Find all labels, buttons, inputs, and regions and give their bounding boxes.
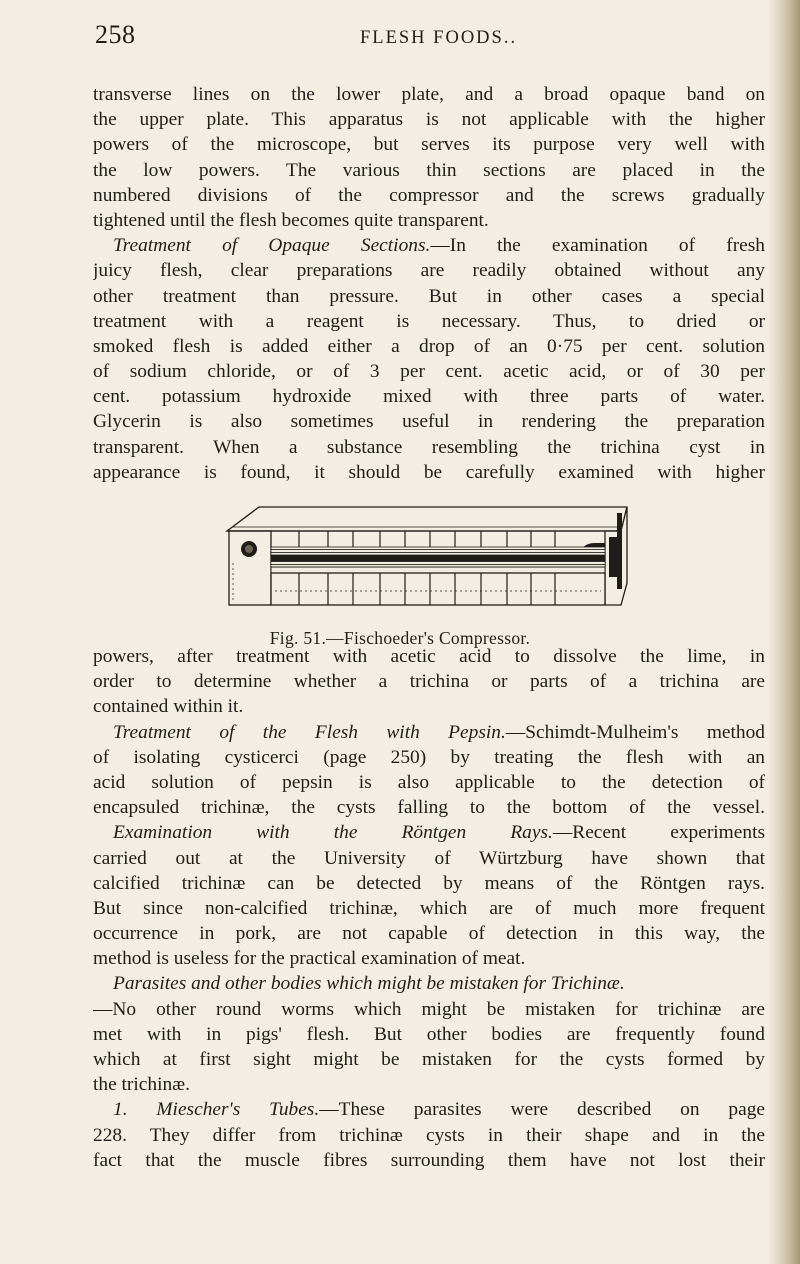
text-line	[93, 1097, 765, 1122]
text-line: of isolating cysticerci (page 250) by treating the flesh with an	[93, 746, 765, 768]
text-line: the upper plate. This apparatus is not applicable with the higher	[93, 109, 765, 131]
text-line: the low powers. The various thin sections are placed in the	[93, 159, 765, 181]
text-line: the trichinæ.	[93, 1074, 190, 1096]
text-line: But since non-calcified trichinæ, which are of much more frequent	[93, 897, 765, 919]
running-head: FLESH FOODS..	[360, 28, 518, 48]
text-line: fact that the muscle fibres surrounding them have not lost their	[93, 1149, 765, 1171]
text-line: transparent. When a substance resembling the trichina cyst in	[93, 436, 765, 458]
text-line: which at first sight might be mistaken for the cysts formed by	[93, 1049, 765, 1070]
text-line	[93, 233, 765, 258]
text-line: powers of the microscope, but serves its purpose very well with	[93, 134, 765, 156]
text-line: smoked flesh is added either a drop of an 0·75 per cent. solution	[93, 335, 765, 357]
compressor-figure	[225, 503, 630, 608]
text-line: appearance is found, it should be carefully examined with higher	[93, 461, 765, 483]
section-heading: 1. Miescher's Tubes.	[113, 1099, 320, 1121]
line-text: —In the examination of fresh	[430, 235, 765, 257]
page-header	[0, 20, 800, 60]
line-text: —These parasites were described on page	[319, 1099, 765, 1121]
text-line: cent. potassium hydroxide mixed with three parts of water.	[93, 386, 765, 408]
text-line: acid solution of pepsin is also applicable to the detection of	[93, 771, 765, 793]
text-line: order to determine whether a trichina or parts of a trichina are	[93, 671, 765, 693]
text-line: calcified trichinæ can be detected by means of the Röntgen rays.	[93, 872, 765, 894]
page-number: 258	[95, 20, 136, 49]
text-line: Glycerin is also sometimes useful in rendering the preparation	[93, 411, 765, 433]
text-line	[93, 820, 765, 845]
text-line: carried out at the University of Würtzburg have shown that	[93, 847, 765, 869]
section-heading: Parasites and other bodies which might be mistaken for Trichinæ.	[113, 973, 625, 995]
section-heading: Examination with the Röntgen Rays.	[113, 822, 553, 844]
text-block-bottom	[93, 644, 765, 1173]
text-line: encapsuled trichinæ, the cysts falling to the bottom of the vessel.	[93, 797, 765, 819]
figure-caption: Fig. 51.—Fischoeder's Compressor.	[269, 628, 531, 648]
line-text: —Schimdt-Mulheim's method	[505, 721, 765, 743]
text-line: tightened until the flesh becomes quite transparent.	[93, 209, 489, 231]
text-line: contained within it.	[93, 696, 244, 718]
text-line: met with in pigs' flesh. But other bodies are frequently found	[93, 1023, 765, 1045]
text-line: —No other round worms which might be mistaken for trichinæ are	[93, 998, 765, 1020]
text-line: other treatment than pressure. But in other cases a special	[93, 285, 765, 307]
section-heading: Treatment of Opaque Sections.	[113, 235, 431, 257]
text-line: occurrence in pork, are not capable of detection in this way, the	[93, 923, 765, 945]
text-line: powers, after treatment with acetic acid to dissolve the lime, in	[93, 646, 765, 667]
text-line: 228. They differ from trichinæ cysts in their shape and in the	[93, 1124, 765, 1146]
text-line	[93, 720, 765, 745]
line-text: —Recent experiments	[552, 822, 765, 844]
section-heading: Treatment of the Flesh with Pepsin.	[113, 721, 506, 743]
text-line: juicy flesh, clear preparations are readily obtained without any	[93, 260, 765, 282]
text-line: transverse lines on the lower plate, and a broad opaque band on	[93, 84, 765, 105]
text-line	[93, 971, 765, 996]
text-line: numbered divisions of the compressor and the screws gradually	[93, 184, 765, 206]
text-block-top	[93, 82, 765, 485]
text-line: method is useless for the practical examination of meat.	[93, 948, 526, 970]
text-line: of sodium chloride, or of 3 per cent. acetic acid, or of 30 per	[93, 361, 765, 383]
text-line: treatment with a reagent is necessary. Thus, to dried or	[93, 310, 765, 332]
